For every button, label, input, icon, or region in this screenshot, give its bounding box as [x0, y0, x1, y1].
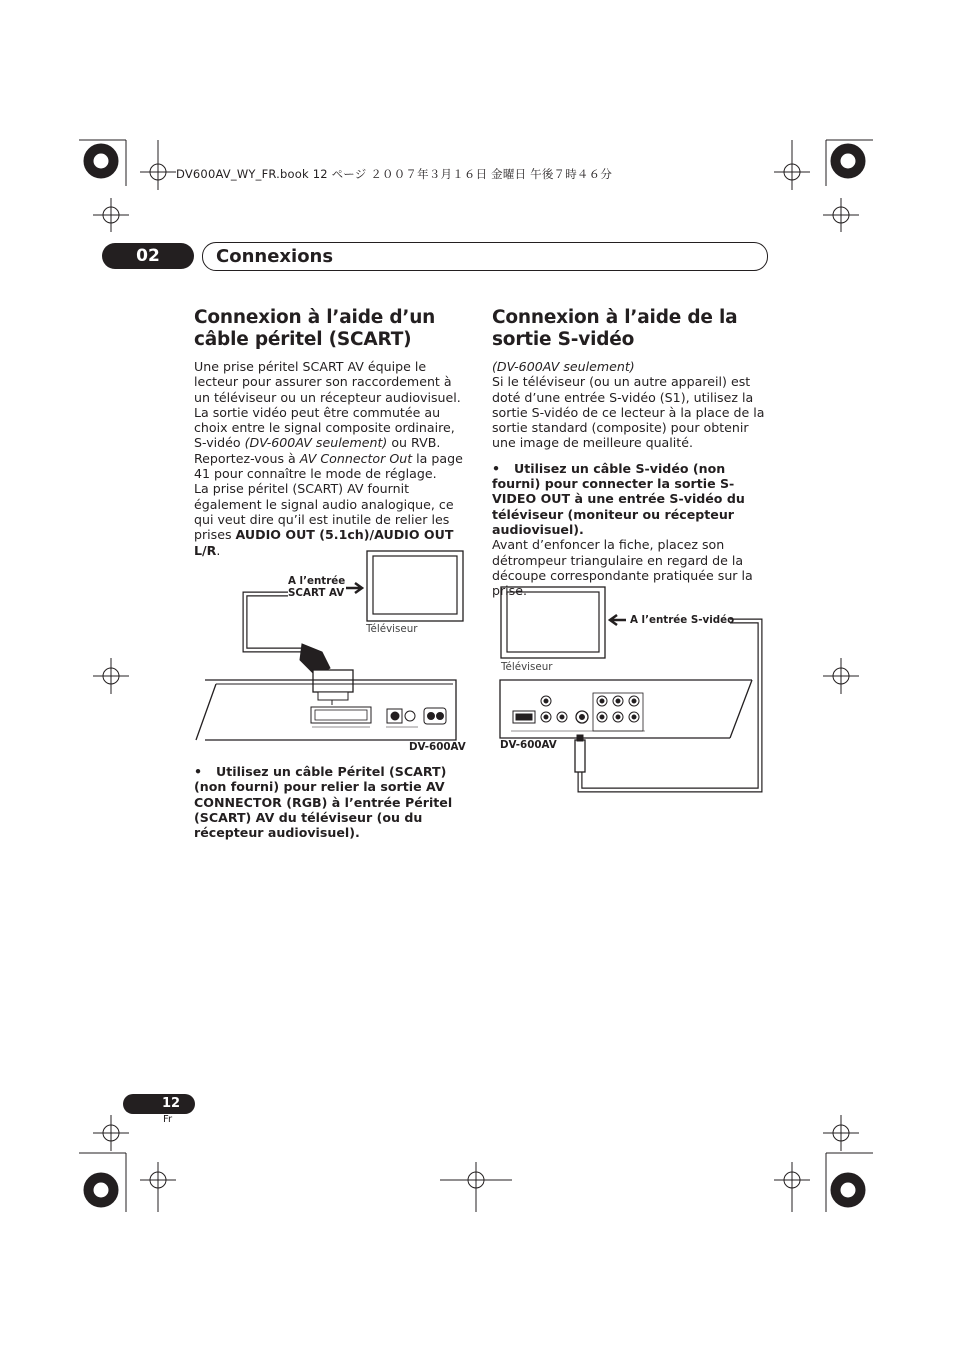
svideo-plug-icon — [575, 735, 585, 772]
left-paragraph-1: Une prise péritel SCART AV équipe le lecteur pour assurer son raccordement à un téléviseur ou un récepteur audiovisuel. La sortie vidéo peut être commutée au choix entre le signal composite ordinaire, S-vidéo (DV-600AV seulement) ou RVB. Reportez-vous à AV Connector Out la page 41 pour connaître le mode de réglage. — [194, 359, 463, 482]
left-bullet: • Utilisez un câble Péritel (SCART) (non fourni) pour relier la sortie AV CONNECTOR (RGB) à l’entrée Péritel (SCART) AV du téléviseur (ou du récepteur audiovisuel). — [194, 764, 453, 841]
left-paragraph-2: La prise péritel (SCART) AV fournit également le signal audio analogique, ce qui veut dire qu’il est inutile de relier les prises AUDIO OUT (5.1ch)/AUDIO OUT L/R. — [194, 481, 454, 558]
model-label: DV-600AV — [500, 739, 557, 751]
tv-caption: Téléviseur — [366, 623, 418, 635]
left-heading: Connexion à l’aide d’un câble péritel (SCART) — [194, 307, 436, 350]
right-note: (DV-600AV seulement) — [492, 359, 635, 374]
right-heading: Connexion à l’aide de la sortie S-vidéo — [492, 307, 738, 350]
right-paragraph-2: Avant d’enfoncer la fiche, placez son détrompeur triangulaire en regard de la découpe correspondante pratiquée sur la prise. — [492, 537, 753, 599]
page-number: 12 — [161, 1096, 181, 1111]
print-header: DV600AV_WY_FR.book 12 ページ ２００７年３月１６日 金曜日 午後７時４６分 — [176, 167, 613, 181]
player-back-panel — [500, 680, 752, 738]
arrow-icon — [610, 615, 626, 625]
right-bullet: • Utilisez un câble S-vidéo (non fourni) pour connecter la sortie S-VIDEO OUT à une entrée S-vidéo du téléviseur (moniteur ou récepteur audiovisuel). — [492, 460, 745, 537]
tv-illustration — [501, 587, 605, 658]
page-language: Fr — [163, 1114, 173, 1125]
right-paragraph-1: Si le téléviseur (ou un autre appareil) est doté d’une entrée S-vidéo (S1), utilisez la sortie S-vidéo de ce lecteur à la place de la sortie standard (composite) pour obtenir une image de meilleure qualité. — [492, 374, 765, 451]
scart-input-label: A l’entrée SCART AV — [288, 575, 346, 599]
chapter-number: 02 — [136, 246, 160, 266]
model-label: DV-600AV — [409, 741, 466, 753]
tv-caption: Téléviseur — [501, 661, 553, 673]
chapter-title: Connexions — [216, 246, 334, 267]
svideo-input-label: A l’entrée S-vidéo — [630, 614, 735, 626]
